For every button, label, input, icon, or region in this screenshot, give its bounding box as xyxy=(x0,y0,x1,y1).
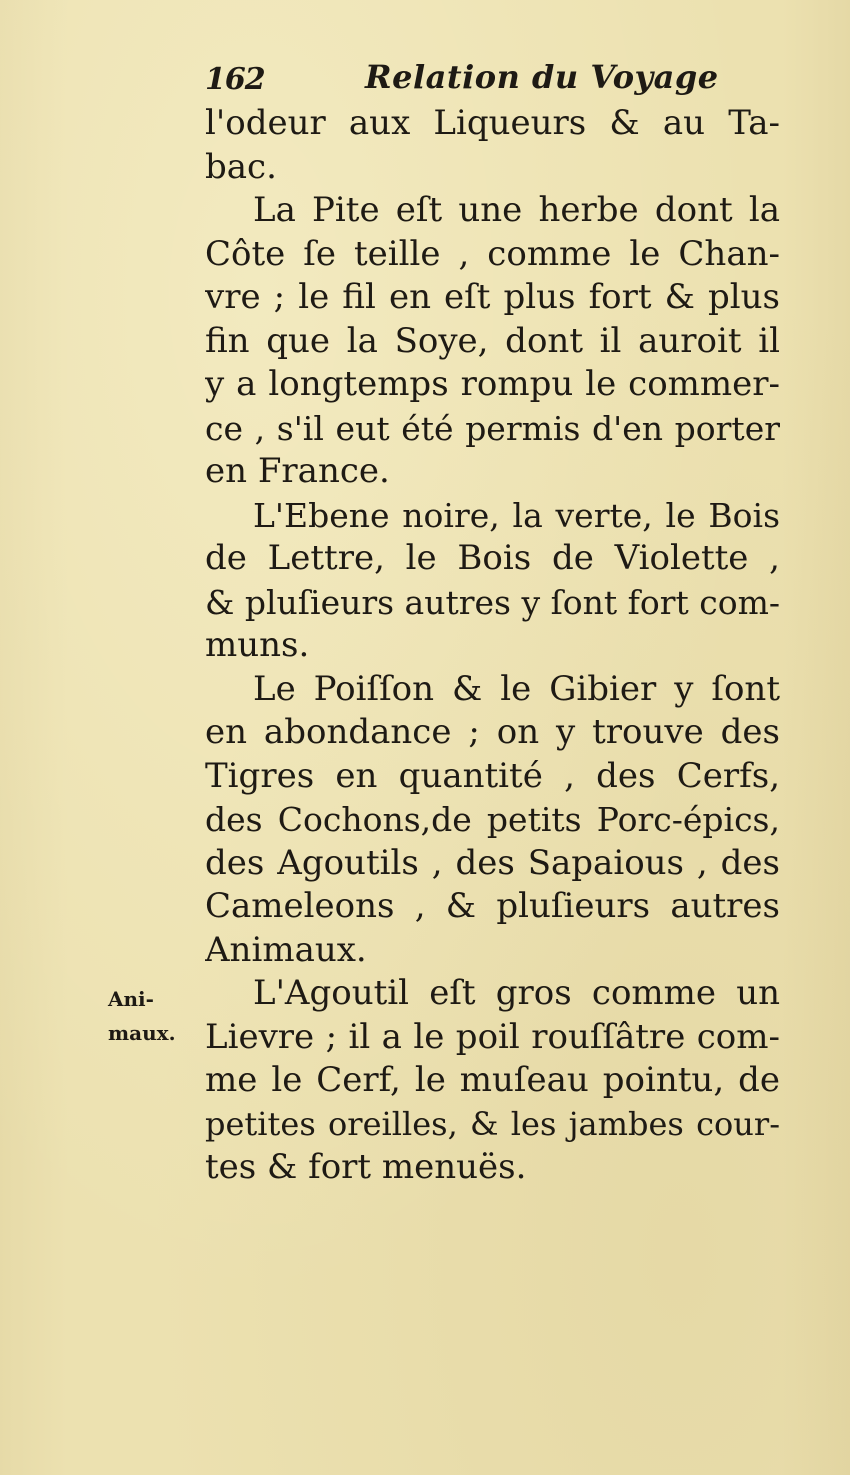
text-line: Le Poiſſon & le Gibier y ſont xyxy=(253,668,780,709)
margin-note-line: maux. xyxy=(108,1021,176,1045)
text-line: muns. xyxy=(205,625,310,665)
text-line: y a longtemps rompu le commer- xyxy=(205,364,780,404)
text-line: Animaux. xyxy=(205,929,367,970)
text-line: tes & fort menuës. xyxy=(205,1147,527,1187)
text-line: en abondance ; on y trouve des xyxy=(205,712,780,752)
text-line: Cameleons , & pluſieurs autres xyxy=(205,886,780,926)
text-line: petites oreilles, & les jambes cour- xyxy=(205,1104,780,1143)
text-line: fin que la Soye, dont il auroit il xyxy=(205,320,780,361)
text-line: de Lettre, le Bois de Violette , xyxy=(205,538,780,578)
margin-note xyxy=(108,982,198,1050)
text-line: Tigres en quantité , des Cerfs, xyxy=(205,755,780,796)
text-line: Lievre ; il a le poil rouſſâtre com- xyxy=(205,1016,780,1057)
text-line: La Pite eſt une herbe dont la xyxy=(253,190,780,230)
text-line: des Cochons,de petits Porc-épics, xyxy=(205,800,780,839)
page-header xyxy=(205,58,719,102)
text-line: en France. xyxy=(205,451,390,491)
text-line: L'Ebene noire, la verte, le Bois xyxy=(253,495,780,535)
text-line: L'Agoutil eſt gros comme un xyxy=(253,973,780,1013)
text-line: Côte ſe teille , comme le Chan- xyxy=(205,233,780,274)
text-line: bac. xyxy=(205,146,277,187)
body-text xyxy=(205,102,780,1190)
text-line: des Agoutils , des Sapaious , des xyxy=(205,842,780,883)
text-line: & pluſieurs autres y ſont fort com- xyxy=(205,582,780,622)
running-title: Relation du Voyage xyxy=(365,58,719,96)
text-line: ce , s'il eut été permis d'en porter xyxy=(205,408,780,448)
text-line: vre ; le fil en eſt plus fort & plus xyxy=(205,277,780,317)
text-line: l'odeur aux Liqueurs & au Ta- xyxy=(205,103,780,143)
text-line: me le Cerf, le muſeau pointu, de xyxy=(205,1060,780,1100)
margin-note-line: Ani- xyxy=(108,987,154,1011)
page-number: 162 xyxy=(205,62,265,97)
